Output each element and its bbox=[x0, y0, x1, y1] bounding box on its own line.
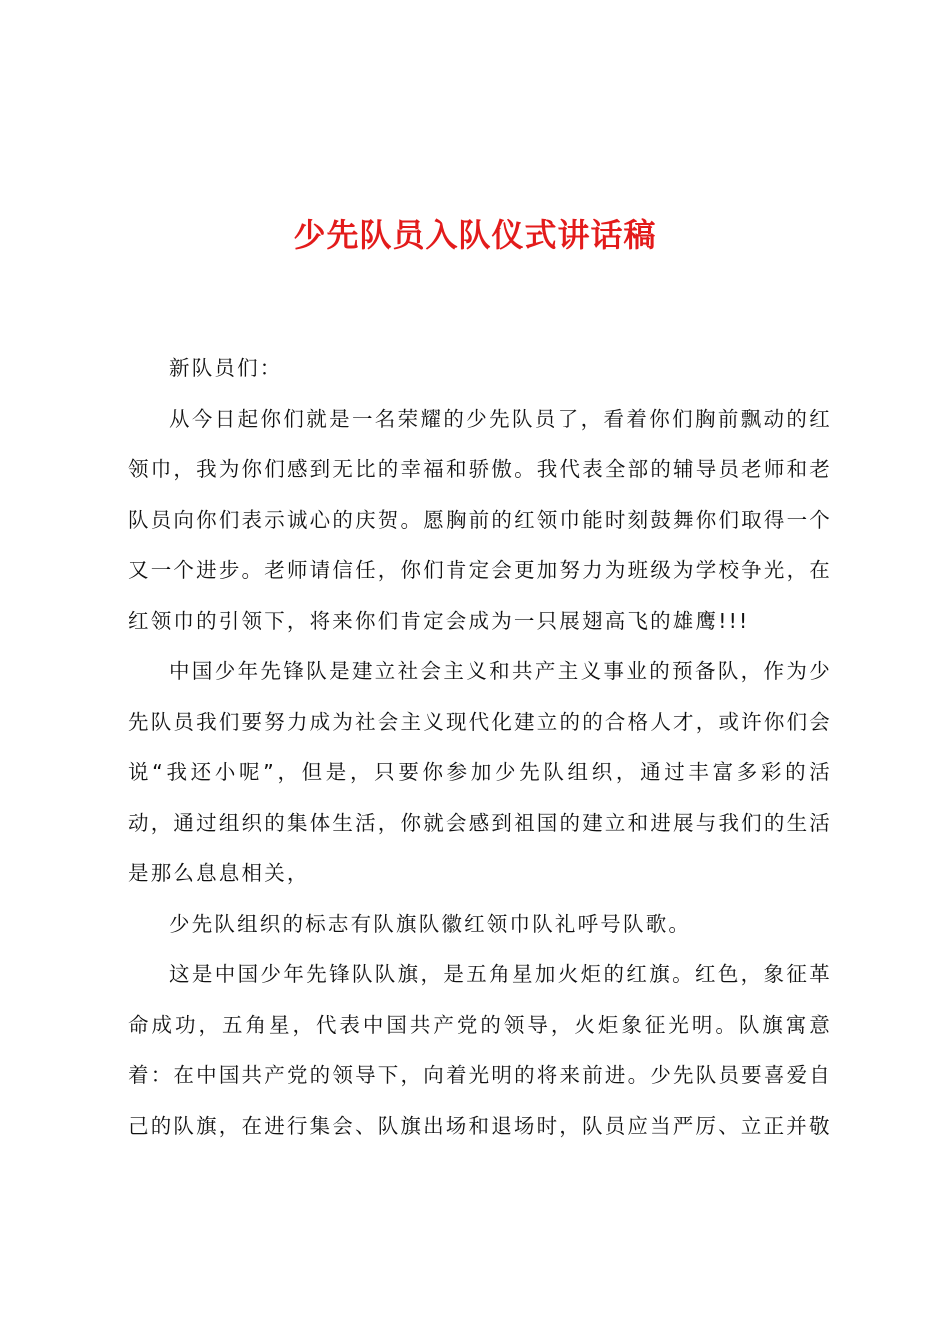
paragraph-greeting: 新队员们： bbox=[169, 356, 283, 380]
paragraph-3: 少先队组织的标志有队旗队徽红领巾队礼呼号队歌。 bbox=[169, 911, 692, 936]
paragraph-2: 中国少年先锋队是建立社会主义和共产主义事业的预备队，作为少先队员我们要努力成为社会主义现代化建立的的合格人才，或许你们会说“我还小呢”，但是，只要你参加少先队组织，通过丰富多彩的活动，通过组织的集体生活，你就会感到祖国的建立和进展与我们的生活是那么息息相关， bbox=[128, 659, 832, 885]
paragraph-1: 从今日起你们就是一名荣耀的少先队员了，看着你们胸前飘动的红领巾，我为你们感到无比的幸福和骄傲。我代表全部的辅导员老师和老队员向你们表示诚心的庆贺。愿胸前的红领巾能时刻鼓舞你们取得一个又一个进步。老师请信任，你们肯定会更加努力为班级为学校争光，在红领巾的引领下，将来你们肯定会成为一只展翅高飞的雄鹰!!! bbox=[128, 406, 832, 633]
document-body bbox=[128, 343, 832, 1151]
paragraph-4: 这是中国少年先锋队队旗，是五角星加火炬的红旗。红色，象征革命成功，五角星，代表中国共产党的领导，火炬象征光明。队旗寓意着：在中国共产党的领导下，向着光明的将来前进。少先队员要喜爱自己的队旗，在进行集会、队旗出场和退场时，队员应当严厉、立正并敬 bbox=[128, 962, 832, 1138]
document-title: 少先队员入队仪式讲话稿 bbox=[293, 216, 657, 254]
